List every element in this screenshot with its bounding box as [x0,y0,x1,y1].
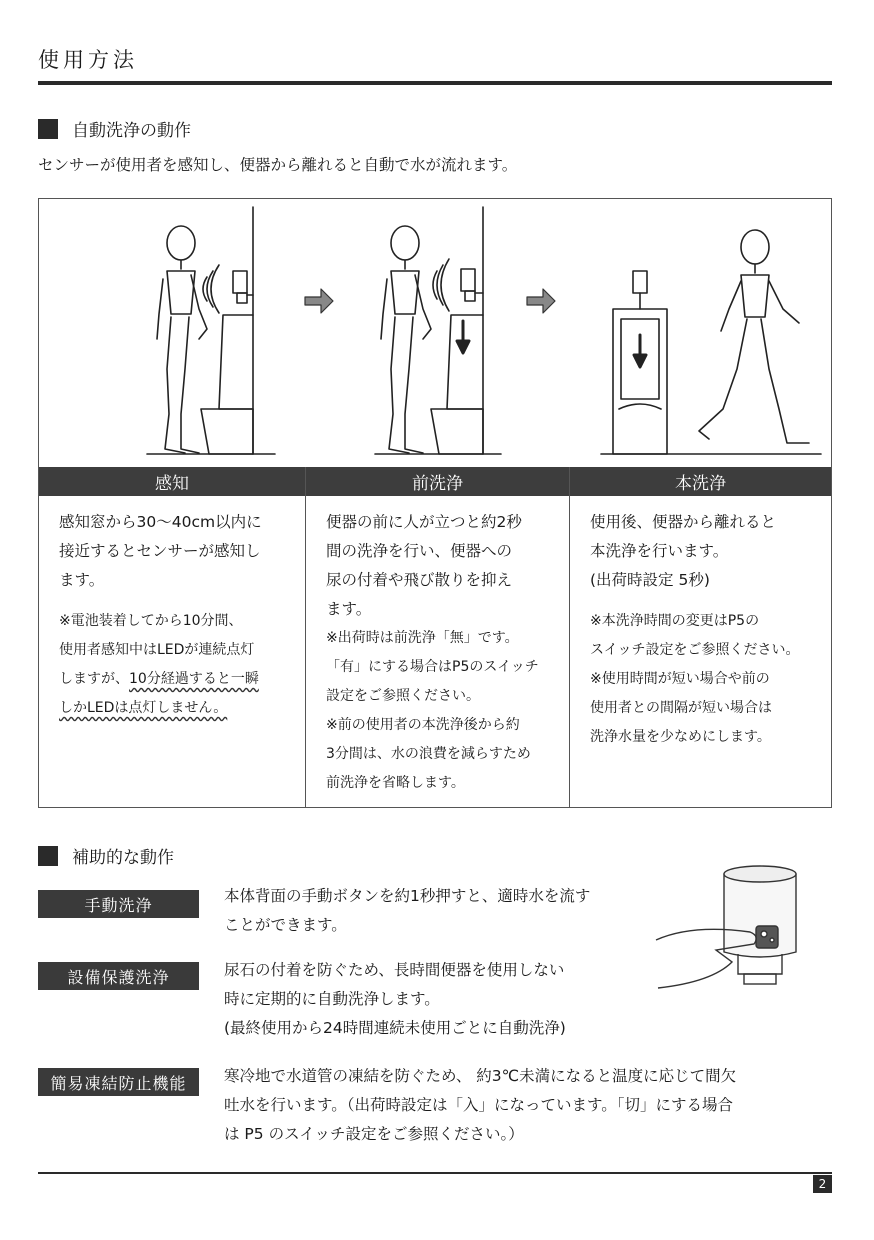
note-line: スイッチ設定をご参照ください。 [590,642,800,658]
section-intro: センサーが使用者を感知し、便器から離れると自動で水が流れます。 [38,156,518,174]
manual-flush-description [224,882,590,940]
note-line: ※使用時間が短い場合や前の [590,671,770,687]
freeze-protection-description [224,1062,736,1149]
manual-flush-tag: 手動洗浄 [38,890,199,918]
flush-sequence-illustration [39,199,831,467]
column-header: 本洗浄 [570,467,831,496]
urinal-icon [613,309,667,454]
text-line: 間の洗浄を行い、便器への [326,542,513,560]
column-pre-flush [306,496,569,807]
text-line: 寒冷地で水道管の凍結を防ぐため、 約3℃未満になると温度に応じて間欠 [224,1067,737,1085]
column-detection [39,496,305,807]
square-bullet-icon [38,846,58,866]
text-line: (出荷時設定 5秒) [590,571,710,589]
text-line: (最終使用から24時間連続未使用ごとに自動洗浄) [224,1019,566,1037]
note-line [59,694,295,723]
urinal-icon [201,315,253,454]
note [326,624,559,798]
text-line: は P5 のスイッチ設定をご参照ください。） [224,1125,524,1143]
text-line: ます。 [326,600,372,618]
text-line: 尿石の付着を防ぐため、長時間便器を使用しない [224,961,565,979]
manual-button-illustration [652,862,832,1002]
text-line: 吐水を行います。（出荷時設定は「入」になっています。「切」にする場合 [224,1096,734,1114]
note-line: 設定をご参照ください。 [326,688,480,704]
note-line [59,665,295,694]
urinal-icon [431,315,483,454]
text-line: 本体背面の手動ボタンを約1秒押すと、適時水を流す [224,887,591,905]
note-line: 洗浄水量を少なめにします。 [590,729,771,745]
square-bullet-icon [38,119,58,139]
note-highlight: しかLEDは点灯しません。 [59,700,228,716]
text-line: 接近するとセンサーが感知し [59,542,261,560]
section-title: 自動洗浄の動作 [72,121,191,141]
text-line: 感知窓から30〜40cm以内に [59,513,262,531]
text-line: 便器の前に人が立つと約2秒 [326,513,522,531]
section-auxiliary-heading [38,843,174,868]
flush-valve-icon [633,271,647,309]
note [59,607,295,723]
title-rule [38,81,832,85]
equipment-protection-flush-tag: 設備保護洗浄 [38,962,199,990]
text-line: ことができます。 [224,916,347,934]
column-header: 前洗浄 [306,467,569,496]
next-step-arrow-icon [305,289,333,313]
person-standing-icon [157,226,207,453]
note-line: ※出荷時は前洗浄「無」です。 [326,630,519,646]
column-main-flush [570,496,831,807]
note [590,607,821,752]
equipment-protection-description [224,956,566,1043]
note-line: 使用者との間隔が短い場合は [590,700,772,716]
water-flow-arrow-icon [634,335,646,367]
sensor-waves-icon [203,265,219,313]
flush-valve-icon [461,269,483,301]
water-flow-arrow-icon [457,321,469,353]
text-line: 時に定期的に自動洗浄します。 [224,990,440,1008]
text-line: 本洗浄を行います。 [590,542,729,560]
note-line: ※電池装着してから10分間、 [59,613,243,629]
note-line: 前洗浄を省略します。 [326,775,465,791]
note-line: 「有」にする場合はP5のスイッチ [326,659,539,675]
page-title: 使用方法 [38,48,138,72]
person-standing-icon [381,226,431,453]
freeze-protection-tag: 簡易凍結防止機能 [38,1068,199,1096]
text-line: 使用後、便器から離れると [590,513,777,531]
text-line: ます。 [59,571,105,589]
note-text: しますが、 [59,671,129,687]
column-header: 感知 [39,467,305,496]
note-line: ※前の使用者の本洗浄後から約 [326,717,520,733]
note-line: 3分間は、水の浪費を減らすため [326,746,531,762]
note-highlight: 10分経過すると一瞬 [129,671,259,687]
sensor-waves-icon [433,259,449,311]
flush-valve-icon [233,271,253,303]
person-walking-icon [699,230,809,443]
footer-rule [38,1172,832,1174]
page-number: 2 [813,1175,832,1193]
note-line: ※本洗浄時間の変更はP5の [590,613,760,629]
note-line: 使用者感知中はLEDが連続点灯 [59,642,255,658]
next-step-arrow-icon [527,289,555,313]
section-auto-flush-heading [38,116,191,141]
section-title: 補助的な動作 [72,848,174,868]
text-line: 尿の付着や飛び散りを抑え [326,571,513,589]
flush-operation-table [38,198,832,808]
